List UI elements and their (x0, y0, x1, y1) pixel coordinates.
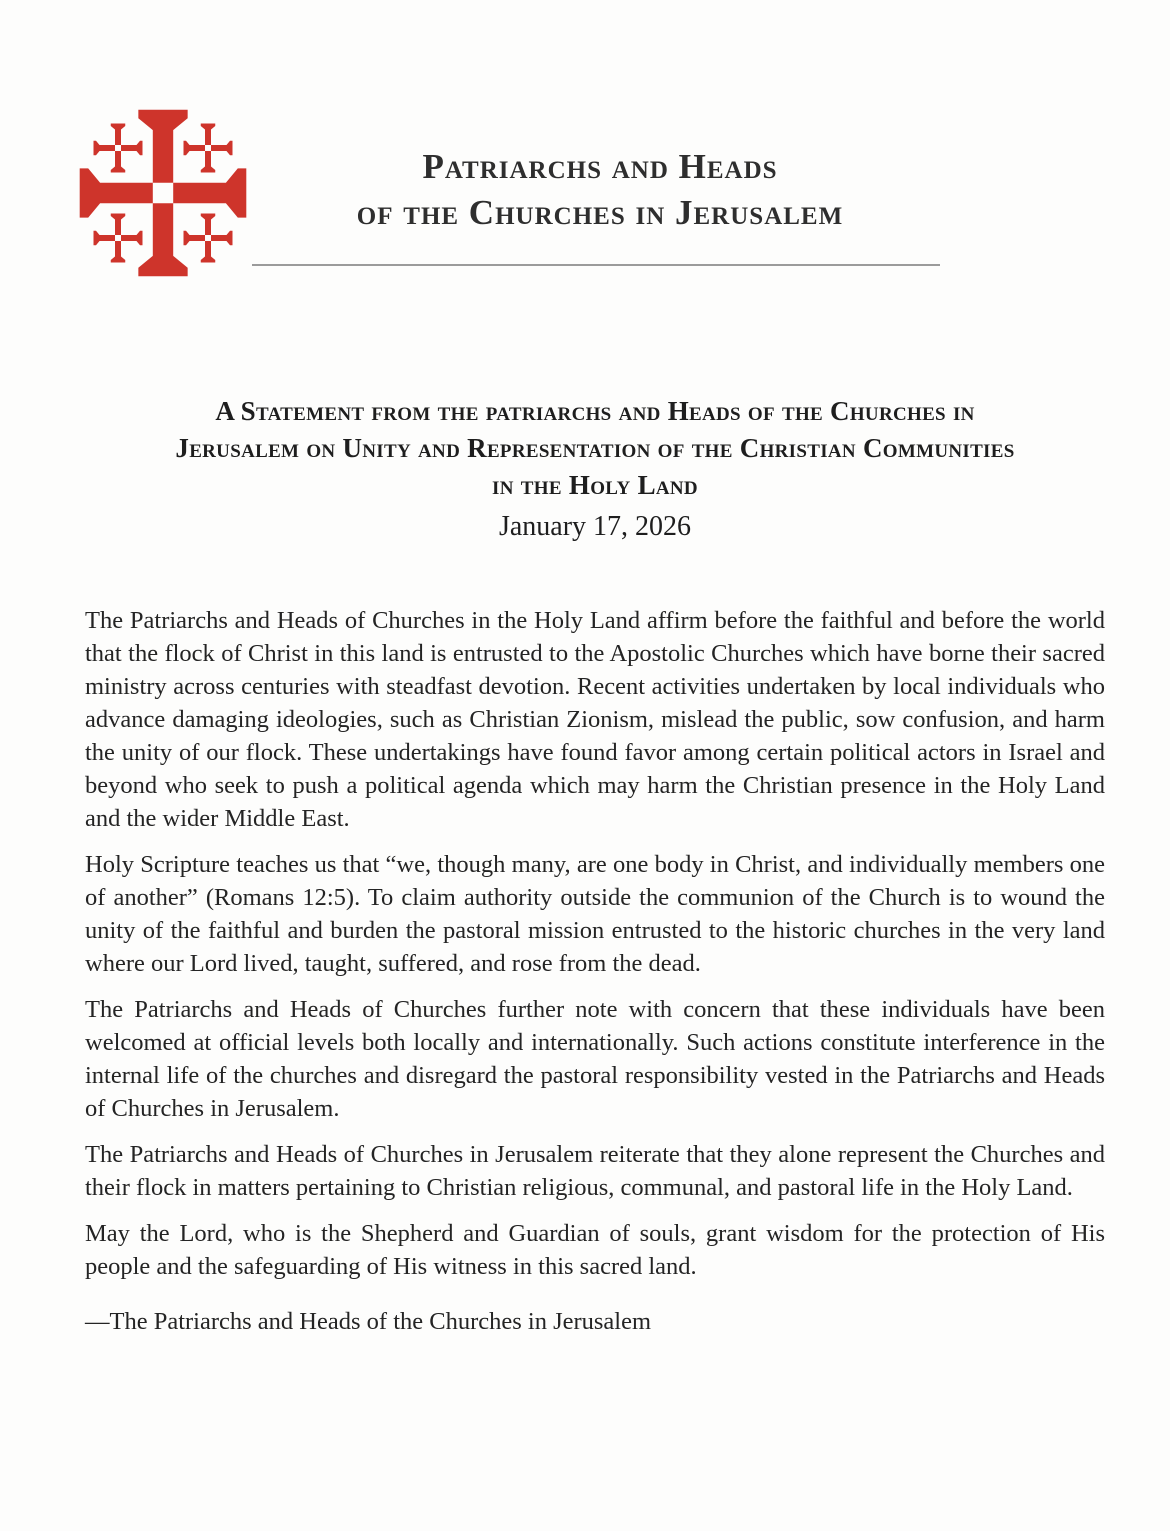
org-name-line2: of the Churches in Jerusalem (356, 193, 844, 232)
paragraph-2: Holy Scripture teaches us that “we, though many, are one body in Christ, and individually members one of another” (Romans 12:5). To claim authority outside the communion of the Church is to wound the unity of the faithful and burden the pastoral mission entrusted to the historic churches in the very land where our Lord lived, taught, suffered, and rose from the dead. (85, 851, 1105, 977)
statement-title (85, 393, 1105, 504)
statement-title-line3: in the Holy Land (492, 470, 698, 500)
org-name (255, 144, 945, 236)
jerusalem-cross-icon (78, 107, 248, 279)
letterhead (0, 0, 1170, 300)
paragraph-3: The Patriarchs and Heads of Churches further note with concern that these individuals have been welcomed at official levels both locally and internationally. Such actions constitute interference in the internal life of the churches and disregard the pastoral responsibility vested in the Patriarchs and Heads of Churches in Jerusalem. (85, 996, 1105, 1122)
letterhead-divider (252, 264, 940, 266)
paragraph-4: The Patriarchs and Heads of Churches in Jerusalem reiterate that they alone represent the Churches and their flock in matters pertaining to Christian religious, communal, and pastoral life in the Holy Land. (85, 1141, 1105, 1201)
signature-line: —The Patriarchs and Heads of the Churches in Jerusalem (85, 1308, 652, 1335)
statement-date: January 17, 2026 (498, 511, 692, 542)
paragraph-1: The Patriarchs and Heads of Churches in the Holy Land affirm before the faithful and before the world that the flock of Christ in this land is entrusted to the Apostolic Churches which have borne their sacred ministry across centuries with steadfast devotion. Recent activities undertaken by local individuals who advance damaging ideologies, such as Christian Zionism, mislead the public, sow confusion, and harm the unity of our flock. These undertakings have found favor among certain political actors in Israel and beyond who seek to push a political agenda which may harm the Christian presence in the Holy Land and the wider Middle East. (85, 607, 1105, 832)
statement-title-block (0, 300, 1170, 544)
statement-title-line1: A Statement from the patriarchs and Heads of the Churches in (215, 396, 975, 426)
org-name-line1: Patriarchs and Heads (422, 147, 778, 186)
statement-body (0, 544, 1170, 1338)
paragraph-5: May the Lord, who is the Shepherd and Guardian of souls, grant wisdom for the protection of His people and the safeguarding of His witness in this sacred land. (85, 1220, 1105, 1280)
statement-title-line2: Jerusalem on Unity and Representation of the Christian Communities (175, 433, 1015, 463)
